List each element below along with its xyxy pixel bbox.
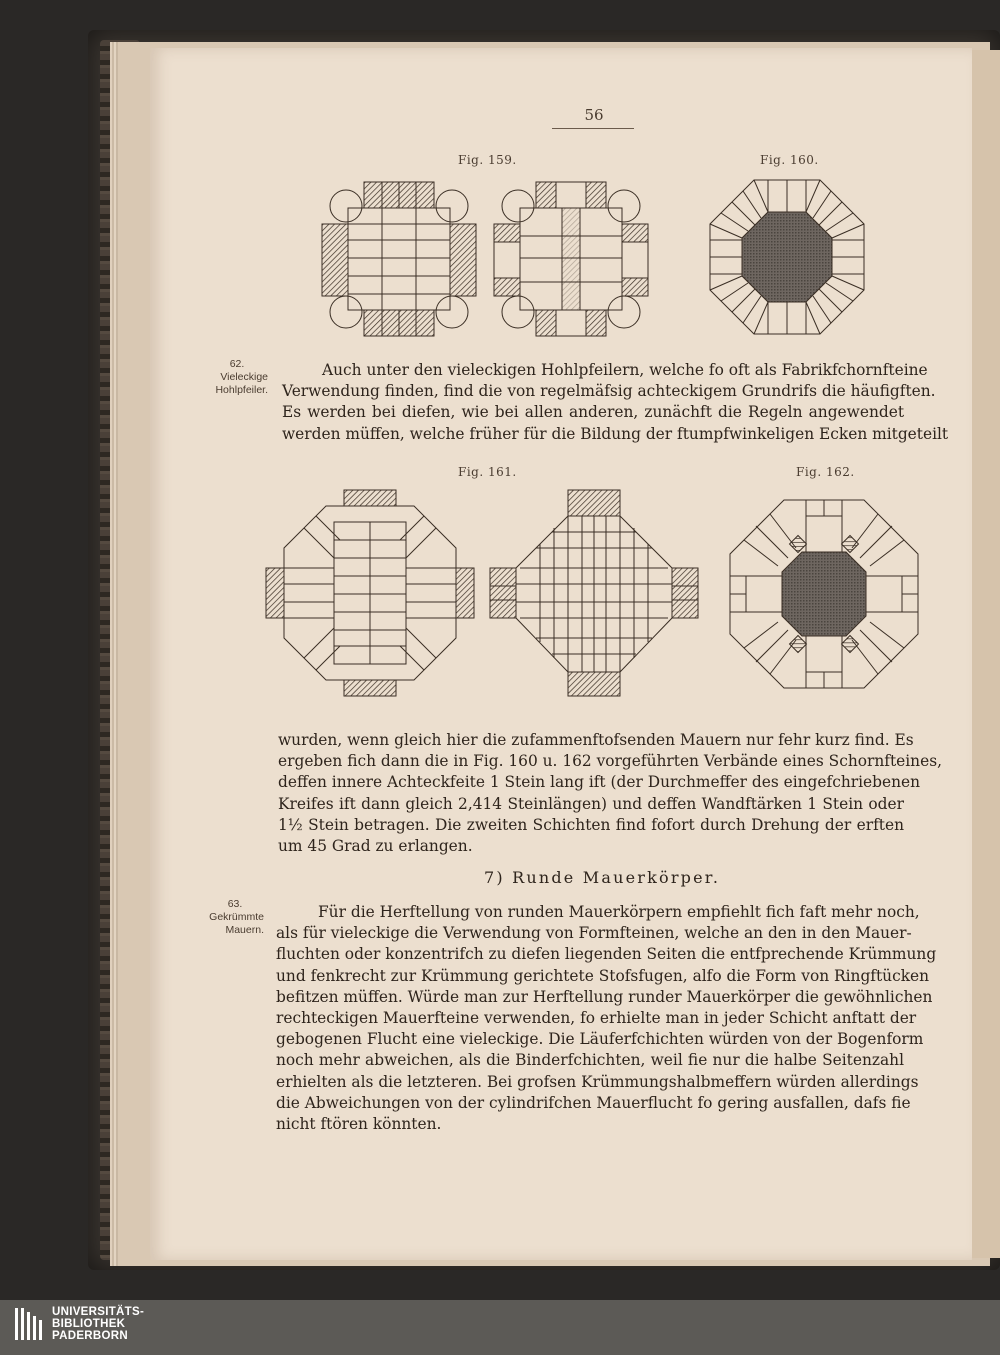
paragraph-hohlpfeiler [282, 360, 949, 445]
library-name-line: BIBLIOTHEK [52, 1318, 126, 1330]
text-line: befitzen müffen. Würde man zur Herftellung runder Mauerkörper die gewöhnlichen [276, 987, 933, 1006]
figure-160-drawing [708, 178, 866, 336]
text-line: Kreifes ift dann gleich 2,414 Steinlängen) und deffen Wandftärken 1 Stein oder [278, 794, 904, 813]
text-line: 1½ Stein betragen. Die zweiten Schichten find fofort durch Drehung der erften [278, 815, 904, 834]
figure-label-159: Fig. 159. [458, 153, 517, 167]
section-heading: 7) Runde Mauerkörper. [484, 868, 721, 887]
figure-label-161: Fig. 161. [458, 465, 517, 479]
library-name-line: PADERBORN [52, 1330, 128, 1342]
margin-note-line: Mauern. [225, 924, 264, 936]
library-footer [0, 1300, 1000, 1355]
text-line: nicht ftören könnten. [276, 1115, 442, 1134]
text-line: Verwendung finden, find die von regelmäfsig achteckigem Grundrifs die häufigften. [282, 382, 936, 401]
text-line: Auch unter den vieleckigen Hohlpfeilern, welche fo oft als Fabrikfchornfteine [322, 361, 928, 379]
paragraph-runde-mauerkoerper [276, 902, 937, 1135]
page-number-rule [552, 128, 634, 129]
text-line: Es werden bei diefen, wie bei allen anderen, zunächft die Regeln angewendet [282, 403, 904, 422]
facing-page-edge [972, 50, 1000, 1258]
text-line: erhielten als die letzteren. Bei grofsen Krümmungshalbmeffern würden allerdings [276, 1072, 919, 1091]
margin-note-line: Hohlpfeiler. [215, 384, 268, 396]
figure-label-162: Fig. 162. [796, 465, 855, 479]
text-line: ergeben fich dann die in Fig. 160 u. 162 vorgeführten Verbände eines Schornfteines, [278, 752, 942, 771]
figure-161-drawing [264, 488, 704, 700]
text-line: noch mehr abweichen, als die Binderfchichten, weil fie nur die halbe Seitenzahl [276, 1051, 904, 1070]
text-line: und fenkrecht zur Krümmung gerichtete Stofsfugen, alfo die Form von Ringftücken [276, 966, 930, 985]
library-name-line: UNIVERSITÄTS- [52, 1306, 145, 1318]
margin-note-number: 63. [227, 898, 243, 910]
paragraph-schornstein [278, 730, 942, 857]
figure-162-drawing [728, 498, 920, 690]
margin-note-number: 62. [229, 358, 245, 370]
text-line: wurden, wenn gleich hier die zufammenftofsenden Mauern nur fehr kurz find. Es [278, 731, 914, 749]
text-line: werden müffen, welche früher für die Bildung der ftumpfwinkeligen Ecken mitgeteilt [282, 424, 949, 443]
page-number: 56 [584, 106, 604, 124]
margin-note-62 [196, 358, 268, 397]
figure-label-160: Fig. 160. [760, 153, 819, 167]
text-line: fluchten oder konzentrifch zu diefen liegenden Seiten die entfprechende Krümmung [276, 945, 937, 964]
margin-note-line: Vieleckige [220, 371, 268, 383]
text-line: die Abweichungen von der cylindrifchen Mauerflucht fo gering ausfallen, dafs fie [276, 1093, 911, 1112]
margin-note-63 [196, 898, 264, 937]
text-line: Für die Herftellung von runden Mauerkörpern empfiehlt fich faft mehr noch, [318, 903, 920, 921]
text-line: um 45 Grad zu erlangen. [278, 837, 473, 856]
text-line: rechteckigen Mauerfteine verwenden, fo erhielte man in jeder Schicht anftatt der [276, 1009, 917, 1028]
library-logo-icon [14, 1306, 48, 1346]
library-name [52, 1306, 144, 1342]
margin-note-line: Gekrümmte [209, 911, 264, 923]
text-line: deffen innere Achteckfeite 1 Stein lang ift (der Durchmeffer des eingefchriebenen [278, 773, 921, 792]
text-line: als für vieleckige die Verwendung von Formfteinen, welche an den in den Mauer- [276, 924, 912, 943]
figure-159-drawing [318, 178, 663, 340]
text-line: gebogenen Flucht eine vieleckige. Die Läuferfchichten würden von der Bogenform [276, 1030, 924, 1049]
